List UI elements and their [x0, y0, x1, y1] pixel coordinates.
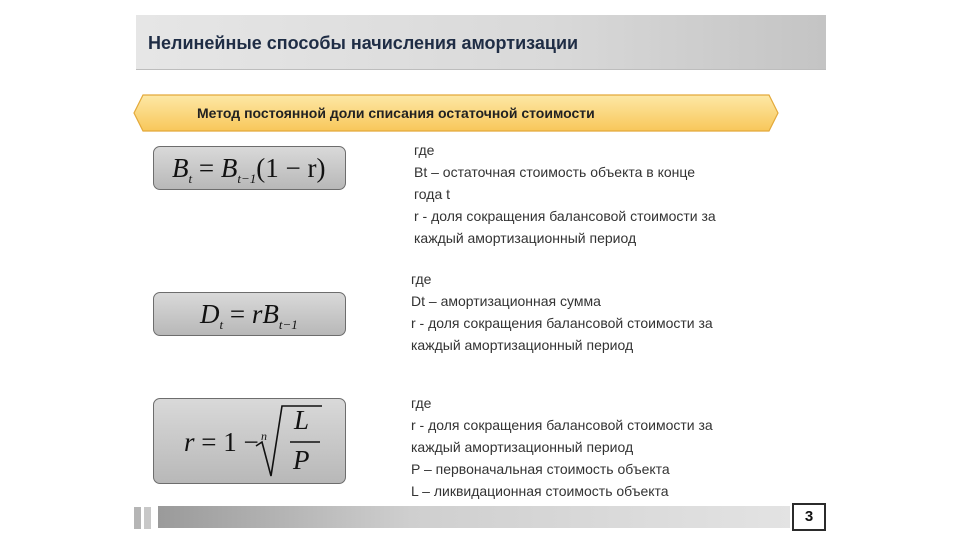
description-line: каждый амортизационный период: [411, 337, 634, 353]
description-line: L – ликвидационная стоимость объекта: [411, 483, 669, 499]
formula-1-description: [414, 139, 716, 249]
description-line: каждый амортизационный период: [411, 439, 634, 455]
footer-bar: [158, 506, 790, 528]
formula-box-depreciation-amount: [153, 292, 346, 336]
description-line: года t: [414, 186, 451, 202]
description-line: где: [411, 395, 432, 411]
description-line: где: [411, 271, 432, 287]
formula-rate-lhs: r = 1 −: [184, 427, 259, 457]
description-line: Dt – амортизационная сумма: [411, 293, 601, 309]
formula-2-description: [411, 268, 713, 356]
description-line: каждый амортизационный период: [414, 230, 637, 246]
footer-decor-bars: [134, 505, 156, 531]
formula-box-rate: [153, 398, 346, 484]
slide-header: [136, 15, 826, 70]
formula-box-residual-value: [153, 146, 346, 190]
description-line: P – первоначальная стоимость объекта: [411, 461, 670, 477]
description-line: r - доля сокращения балансовой стоимости за: [411, 315, 713, 331]
formula-residual-value: $B_t = B_{t-1}(1 - r)$: [172, 153, 326, 186]
banner-text: Метод постоянной доли списания остаточной стоимости: [197, 105, 595, 121]
description-line: где: [414, 142, 435, 158]
root-index: n: [261, 429, 267, 443]
fraction-denominator: P: [293, 445, 310, 475]
formula-3-description: [411, 392, 713, 502]
page-number: 3: [792, 503, 826, 531]
description-line: r - доля сокращения балансовой стоимости за: [414, 208, 716, 224]
method-banner: [133, 94, 779, 132]
slide-title: Нелинейные способы начисления амортизации: [148, 33, 579, 53]
description-line: r - доля сокращения балансовой стоимости за: [411, 417, 713, 433]
fraction-numerator: L: [294, 405, 310, 435]
description-line: Bt – остаточная стоимость объекта в конце: [414, 164, 696, 180]
formula-depreciation-amount: $D_t = rB_{t-1}$: [200, 299, 298, 332]
